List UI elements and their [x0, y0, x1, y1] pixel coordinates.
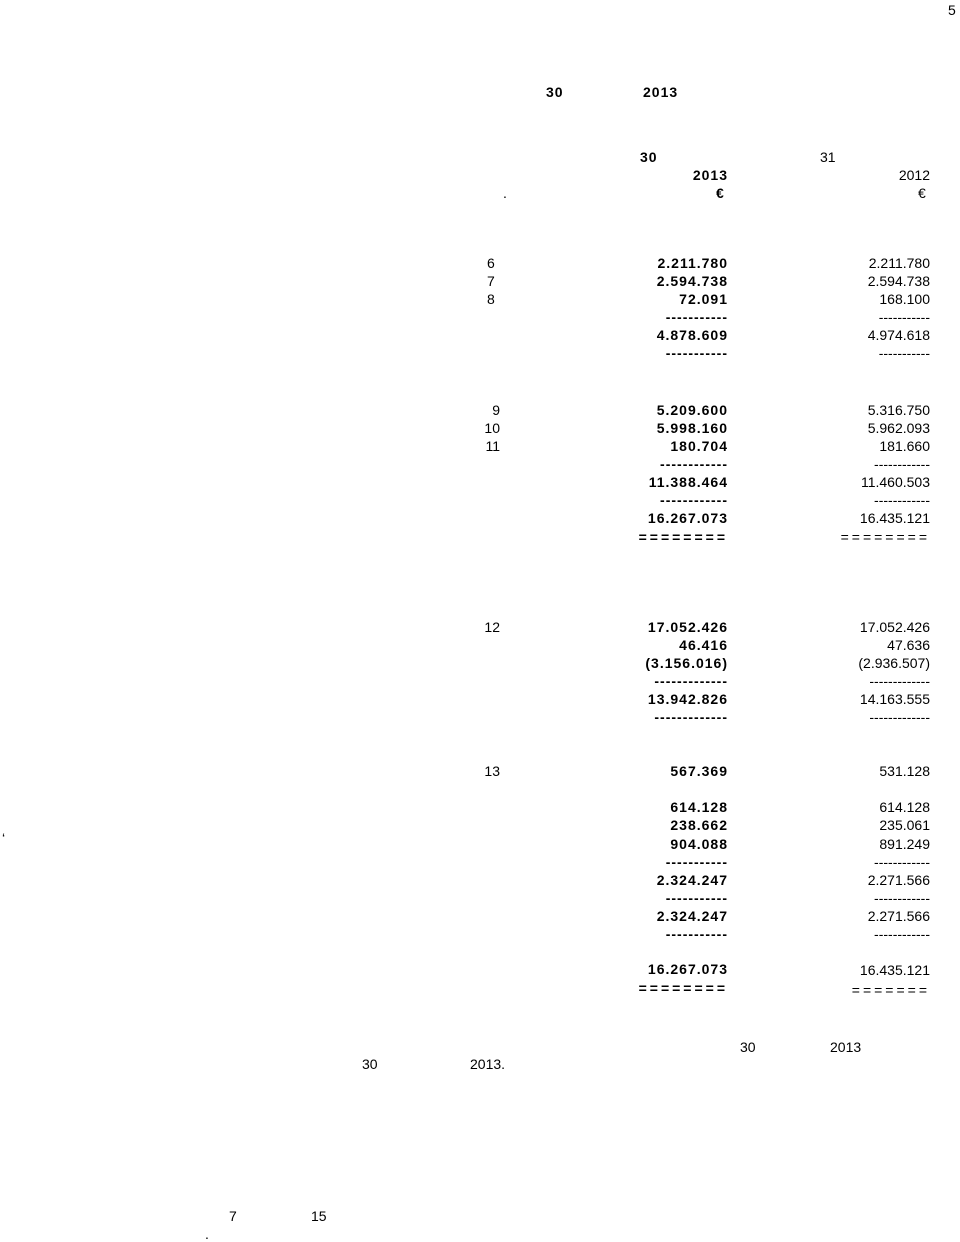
current-rule: -----------: [665, 309, 728, 325]
footer-line1-year: 2013: [830, 1039, 862, 1055]
note-ref: 8: [487, 291, 495, 307]
header-current-day: 30: [640, 149, 658, 165]
current-rule: -------------: [654, 673, 728, 689]
prior-rule: -----------: [878, 345, 930, 361]
current-value: 180.704: [670, 438, 728, 454]
stray-mark: ‘: [2, 830, 6, 846]
note-ref: 13: [484, 763, 500, 779]
signature-num: 15: [311, 1208, 327, 1224]
prior-value: 614.128: [879, 799, 930, 815]
prior-rule: ------------: [874, 926, 930, 942]
current-value: (3.156.016): [645, 655, 728, 671]
header-current-year: 2013: [692, 167, 728, 183]
prior-value: 2.594.738: [867, 273, 930, 289]
current-rule: -----------: [665, 890, 728, 906]
current-value: 5.998.160: [656, 420, 728, 436]
note-ref: 9: [492, 402, 500, 418]
prior-value: 168.100: [879, 291, 930, 307]
current-value: 16.267.073: [647, 510, 728, 526]
current-value: 72.091: [679, 291, 728, 307]
prior-value: 2.211.780: [868, 255, 930, 271]
current-value: 5.209.600: [656, 402, 728, 418]
header-note-dot: .: [503, 185, 507, 201]
prior-double-rule: ========: [840, 529, 930, 545]
prior-rule: -------------: [869, 673, 930, 689]
note-ref: 12: [484, 619, 500, 635]
current-value: 2.324.247: [656, 872, 728, 888]
current-value: 4.878.609: [656, 327, 728, 343]
current-rule: -------------: [654, 709, 728, 725]
current-value: 46.416: [679, 637, 728, 653]
current-value: 2.324.247: [656, 908, 728, 924]
prior-value: 11.460.503: [860, 474, 930, 490]
prior-value: 4.974.618: [867, 327, 930, 343]
prior-rule: -----------: [878, 309, 930, 325]
prior-value: 16.435.121: [859, 510, 930, 526]
footer-line2-day: 30: [362, 1056, 378, 1072]
prior-value: 2.271.566: [867, 908, 930, 924]
current-rule: -----------: [665, 926, 728, 942]
header-current-unit: €: [716, 185, 725, 201]
current-rule: -----------: [665, 345, 728, 361]
header-prior-day: 31: [820, 149, 836, 165]
current-value: 13.942.826: [647, 691, 728, 707]
prior-value: 14.163.555: [859, 691, 930, 707]
current-value: 2.211.780: [657, 255, 728, 271]
prior-rule: -------------: [869, 709, 930, 725]
prior-value: 5.316.750: [867, 402, 930, 418]
prior-value: 16.435.121: [859, 962, 930, 978]
note-ref: 11: [485, 438, 500, 454]
title-year: 2013: [643, 84, 679, 100]
header-prior-unit: €: [918, 185, 926, 201]
prior-rule: ------------: [874, 456, 930, 472]
prior-value: (2.936.507): [858, 655, 930, 671]
title-day: 30: [546, 84, 564, 100]
note-ref: 7: [487, 273, 495, 289]
signature-dot: .: [205, 1226, 209, 1242]
note-ref: 10: [484, 420, 500, 436]
current-rule: ------------: [660, 456, 728, 472]
current-value: 11.388.464: [648, 474, 728, 490]
current-value: 16.267.073: [647, 961, 728, 977]
current-value: 17.052.426: [647, 619, 728, 635]
current-value: 238.662: [670, 817, 728, 833]
prior-value: 5.962.093: [867, 420, 930, 436]
prior-value: 235.061: [879, 817, 930, 833]
prior-double-rule: =======: [851, 982, 930, 998]
prior-value: 891.249: [879, 836, 930, 852]
current-value: 567.369: [670, 763, 728, 779]
current-rule: ------------: [660, 492, 728, 508]
current-double-rule: ========: [638, 529, 728, 545]
current-rule: -----------: [665, 854, 728, 870]
current-value: 614.128: [670, 799, 728, 815]
note-ref: 6: [487, 255, 495, 271]
header-prior-year: 2012: [898, 167, 930, 183]
prior-rule: ------------: [874, 890, 930, 906]
current-value: 904.088: [670, 836, 728, 852]
prior-value: 47.636: [887, 637, 930, 653]
prior-value: 531.128: [879, 763, 930, 779]
prior-value: 2.271.566: [867, 872, 930, 888]
prior-rule: ------------: [874, 854, 930, 870]
prior-value: 181.660: [879, 438, 930, 454]
footer-line1-day: 30: [740, 1039, 756, 1055]
page-number: 5: [948, 2, 956, 18]
current-value: 2.594.738: [656, 273, 728, 289]
prior-value: 17.052.426: [859, 619, 930, 635]
current-double-rule: ========: [638, 980, 728, 996]
prior-rule: ------------: [874, 492, 930, 508]
signature-day: 7: [229, 1208, 237, 1224]
footer-line2-year: 2013.: [470, 1056, 506, 1072]
